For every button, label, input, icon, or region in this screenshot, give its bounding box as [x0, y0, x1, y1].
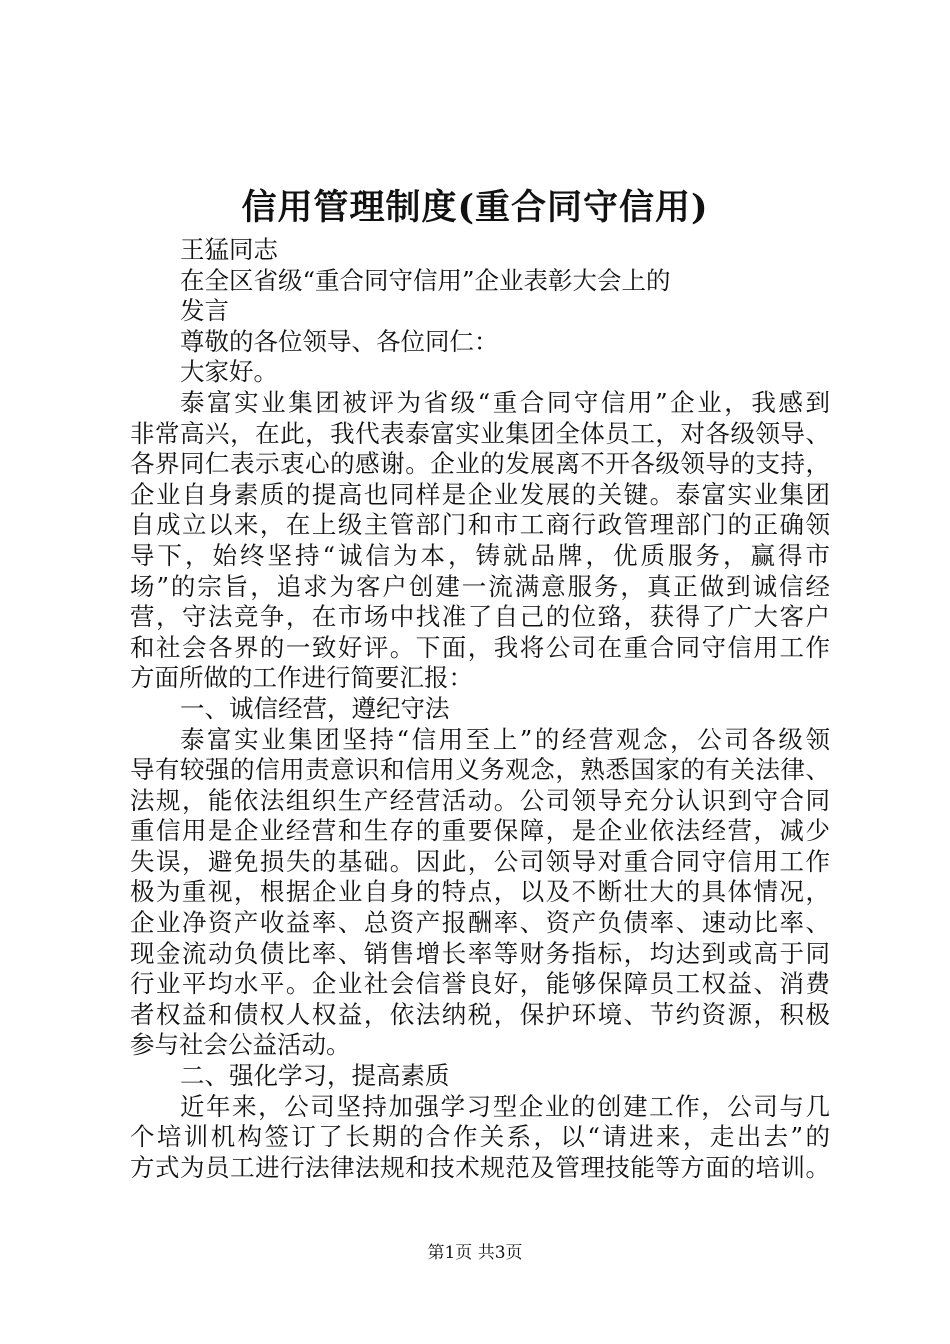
text-line: 参与社会公益活动。	[130, 1030, 351, 1060]
text-line: 极为重视，根据企业自身的特点，以及不断壮大的具体情况，	[130, 877, 830, 907]
text-line: 失误，避免损失的基础。因此，公司领导对重合同守信用工作	[130, 846, 830, 876]
text-line: 导下，始终坚持“诚信为本，铸就品牌，优质服务，赢得市	[130, 540, 830, 570]
text-line: 企业自身素质的提高也同样是企业发展的关键。泰富实业集团	[130, 479, 830, 509]
text-line: 方面所做的工作进行简要汇报：	[130, 663, 473, 693]
text-line: 行业平均水平。企业社会信誉良好，能够保障员工权益、消费	[130, 969, 830, 999]
text-line: 近年来，公司坚持加强学习型企业的创建工作，公司与几	[180, 1091, 830, 1121]
text-line: 王猛同志	[180, 235, 278, 264]
text-line: 自成立以来，在上级主管部门和市工商行政管理部门的正确领	[130, 510, 830, 540]
text-line: 场”的宗旨，追求为客户创建一流满意服务，真正做到诚信经	[130, 571, 830, 601]
text-line: 现金流动负债比率、销售增长率等财务指标，均达到或高于同	[130, 938, 830, 968]
text-line: 法规，能依法组织生产经营活动。公司领导充分认识到守合同	[130, 785, 830, 815]
text-line: 企业净资产收益率、总资产报酬率、资产负债率、速动比率、	[130, 908, 830, 938]
text-line: 重信用是企业经营和生存的重要保障，是企业依法经营，减少	[130, 816, 830, 846]
text-line: 泰富实业集团坚持“信用至上”的经营观念，公司各级领	[180, 724, 830, 754]
text-line: 非常高兴，在此，我代表泰富实业集团全体员工，对各级领导、	[130, 418, 830, 448]
text-line: 发言	[180, 296, 229, 326]
text-line: 导有较强的信用责意识和信用义务观念，熟悉国家的有关法律、	[130, 755, 830, 785]
text-line: 个培训机构签订了长期的合作关系，以“请进来，走出去”的	[130, 1122, 830, 1152]
text-line: 泰富实业集团被评为省级“重合同守信用”企业，我感到	[180, 387, 830, 417]
text-line: 尊敬的各位领导、各位同仁：	[180, 326, 499, 356]
text-line: 一、诚信经营，遵纪守法	[180, 693, 450, 723]
text-line: 各界同仁表示衷心的感谢。企业的发展离不开各级领导的支持，	[130, 449, 830, 479]
page-footer: 第1页 共3页	[427, 1243, 523, 1263]
text-line: 和社会各界的一致好评。下面，我将公司在重合同守信用工作	[130, 632, 830, 662]
text-line: 营，守法竞争，在市场中找准了自己的位臵，获得了广大客户	[130, 602, 830, 632]
document-body	[130, 235, 830, 1183]
text-line: 者权益和债权人权益，依法纳税，保护环境、节约资源，积极	[130, 999, 830, 1029]
text-line: 在全区省级“重合同守信用”企业表彰大会上的	[180, 265, 671, 295]
text-line: 大家好。	[180, 357, 278, 387]
text-line: 方式为员工进行法律法规和技术规范及管理技能等方面的培训。	[130, 1152, 830, 1182]
page-title: 信用管理制度(重合同守信用)	[241, 187, 709, 228]
text-line: 二、强化学习，提高素质	[180, 1061, 450, 1091]
